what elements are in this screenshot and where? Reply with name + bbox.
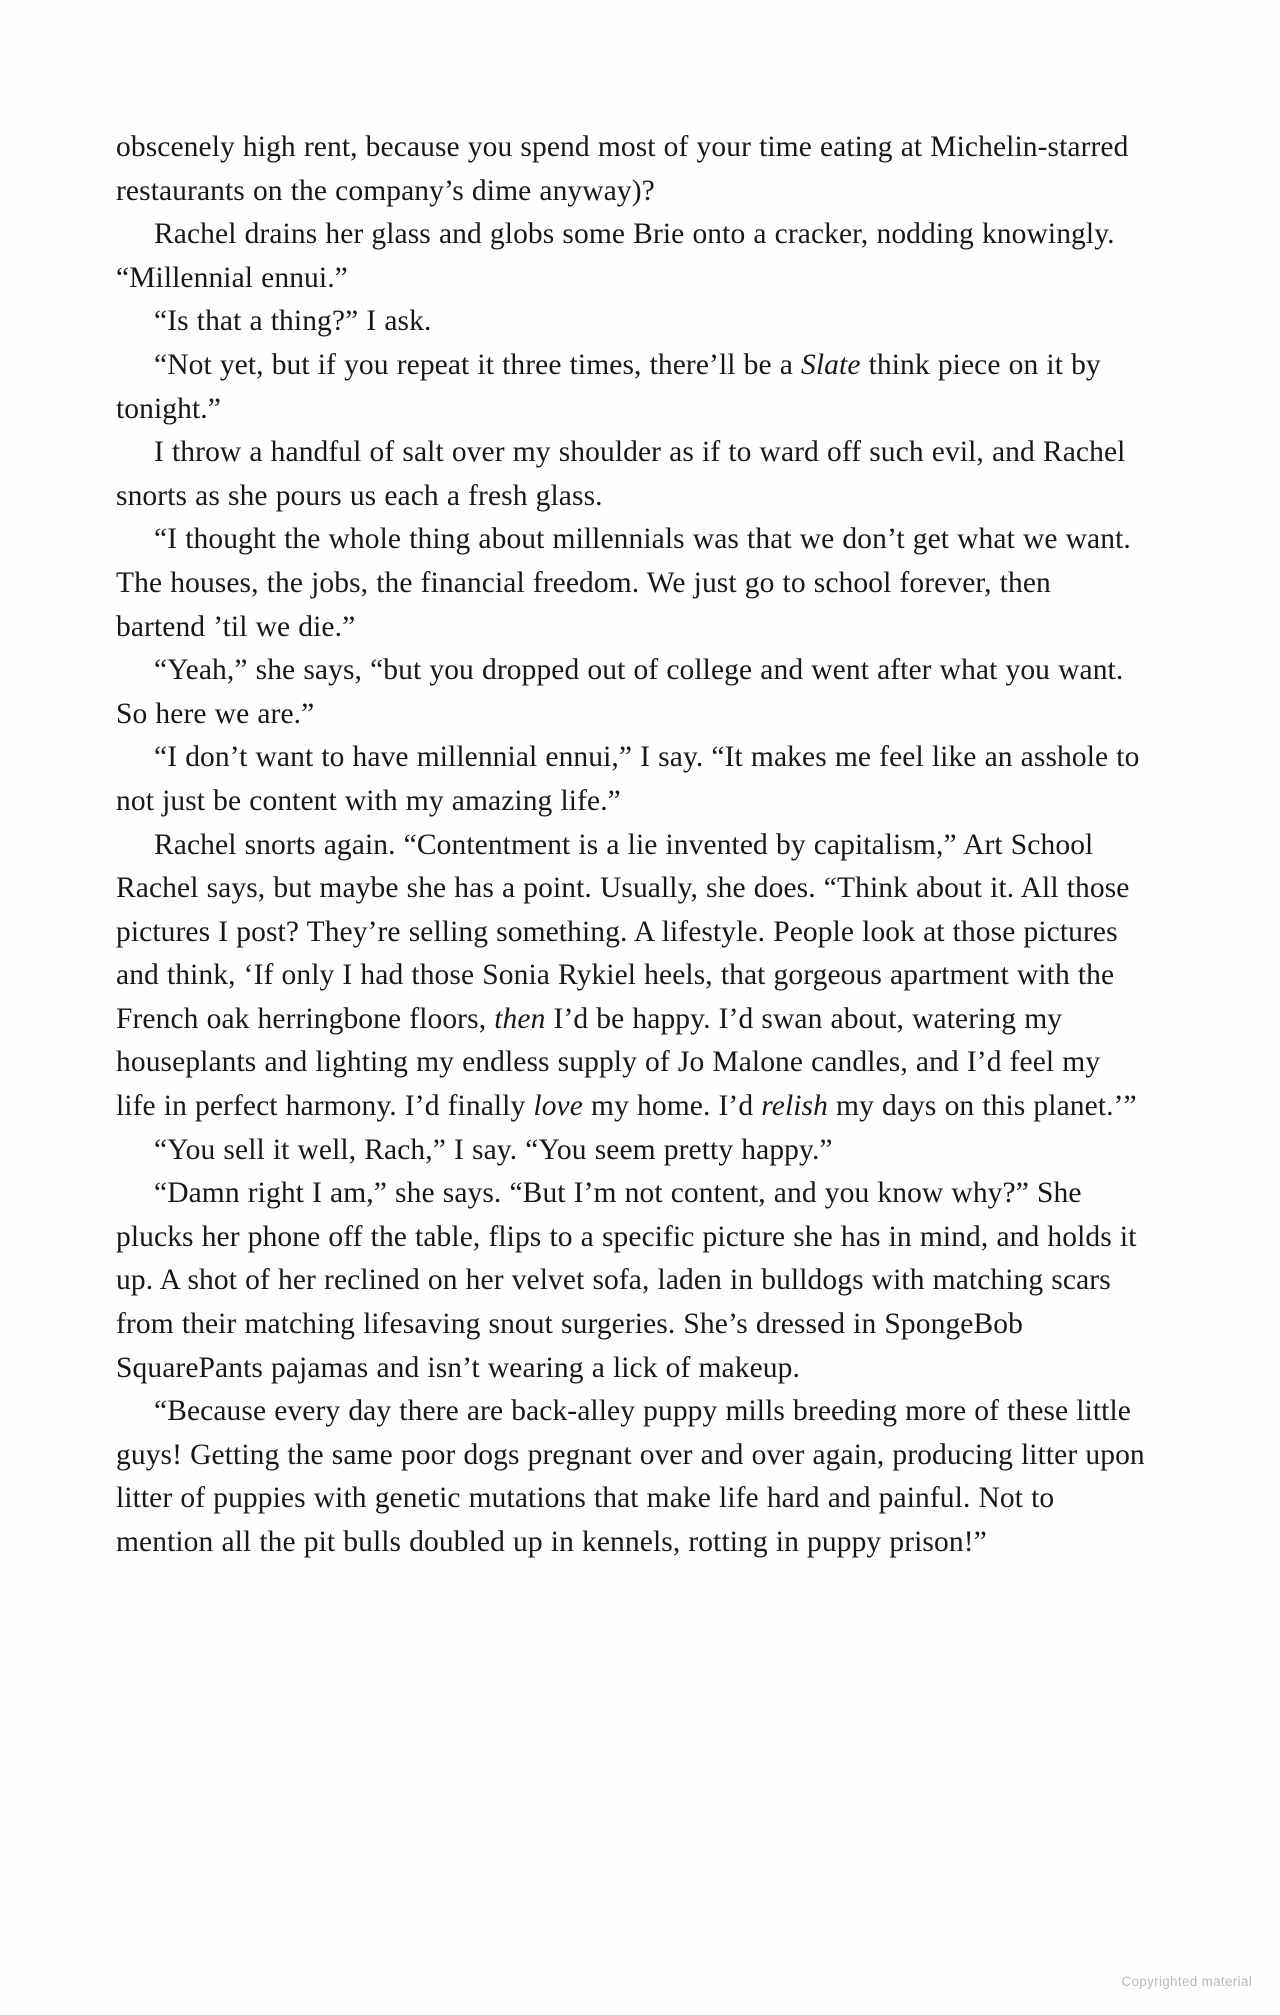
- text-run: my days on this planet.’”: [827, 1090, 1137, 1123]
- paragraph: [116, 300, 1146, 344]
- text-run: “Damn right I am,” she says. “But I’m not content, and you know why?” She plucks her phone off the table, flips to a specific picture she has in mind, and holds it up. A shot of her reclined on her velvet sofa, laden in bulldogs with matching scars from their matching lifesaving snout surgeries. She’s dressed in SpongeBob SquarePants pajamas and isn’t wearing a lick of makeup.: [116, 1177, 1137, 1384]
- text-run: “Because every day there are back-alley puppy mills breeding more of these little guys! Getting the same poor dogs pregnant over and over again, producing litter upon litter of puppies with genetic mutations that make life hard and painful. Not to mention all the pit bulls doubled up in kennels, rotting in puppy prison!”: [116, 1395, 1145, 1558]
- text-run: Rachel drains her glass and globs some Brie onto a cracker, nodding knowingly. “Millennial ennui.”: [116, 218, 1115, 294]
- paragraph: [116, 1172, 1146, 1390]
- paragraph: [116, 126, 1146, 213]
- paragraph: [116, 518, 1146, 649]
- text-run: my home. I’d: [582, 1090, 762, 1123]
- text-run: “Is that a thing?” I ask.: [154, 305, 432, 338]
- paragraph: [116, 344, 1146, 431]
- paragraph: [116, 1390, 1146, 1564]
- text-run: “Yeah,” she says, “but you dropped out of college and went after what you want. So here we are.”: [116, 654, 1124, 730]
- italic-run: then: [494, 1002, 546, 1035]
- text-run: “Not yet, but if you repeat it three times, there’ll be a: [154, 348, 802, 381]
- paragraph: [116, 649, 1146, 736]
- text-run: “You sell it well, Rach,” I say. “You seem pretty happy.”: [154, 1133, 833, 1166]
- text-run: I’d be happy. I’d swan about, watering my houseplants and lighting my endless supply of Jo Malone candles, and I’d feel my life in perfect harmony. I’d finally: [116, 1002, 1101, 1123]
- text-run: Rachel snorts again. “Contentment is a lie invented by capitalism,” Art School Rachel says, but maybe she has a point. Usually, she does. “Think about it. All those pictures I post? They’re selling something. A lifestyle. People look at those pictures and think, ‘If only I had those Sonia Rykiel heels, that gorgeous apartment with the French oak herringbone floors,: [116, 828, 1130, 1035]
- paragraph: [116, 431, 1146, 518]
- italic-run: love: [533, 1090, 583, 1123]
- page-text-column: [116, 126, 1146, 1565]
- italic-run: relish: [761, 1090, 828, 1123]
- text-run: obscenely high rent, because you spend most of your time eating at Michelin-starred restaurants on the company’s dime anyway)?: [116, 131, 1129, 207]
- text-run: I throw a handful of salt over my shoulder as if to ward off such evil, and Rachel snorts as she pours us each a fresh glass.: [116, 436, 1126, 512]
- paragraph: [116, 213, 1146, 300]
- text-run: think piece on it by tonight.”: [116, 348, 1101, 425]
- paragraph: [116, 824, 1146, 1129]
- copyright-notice: Copyrighted material: [1121, 1974, 1252, 1989]
- paragraph: [116, 1129, 1146, 1173]
- text-run: “I don’t want to have millennial ennui,” I say. “It makes me feel like an asshole to not just be content with my amazing life.”: [116, 741, 1140, 817]
- italic-run: Slate: [801, 348, 861, 381]
- paragraph: [116, 736, 1146, 823]
- text-run: “I thought the whole thing about millennials was that we don’t get what we want. The houses, the jobs, the financial freedom. We just go to school forever, then bartend ’til we die.”: [116, 523, 1131, 643]
